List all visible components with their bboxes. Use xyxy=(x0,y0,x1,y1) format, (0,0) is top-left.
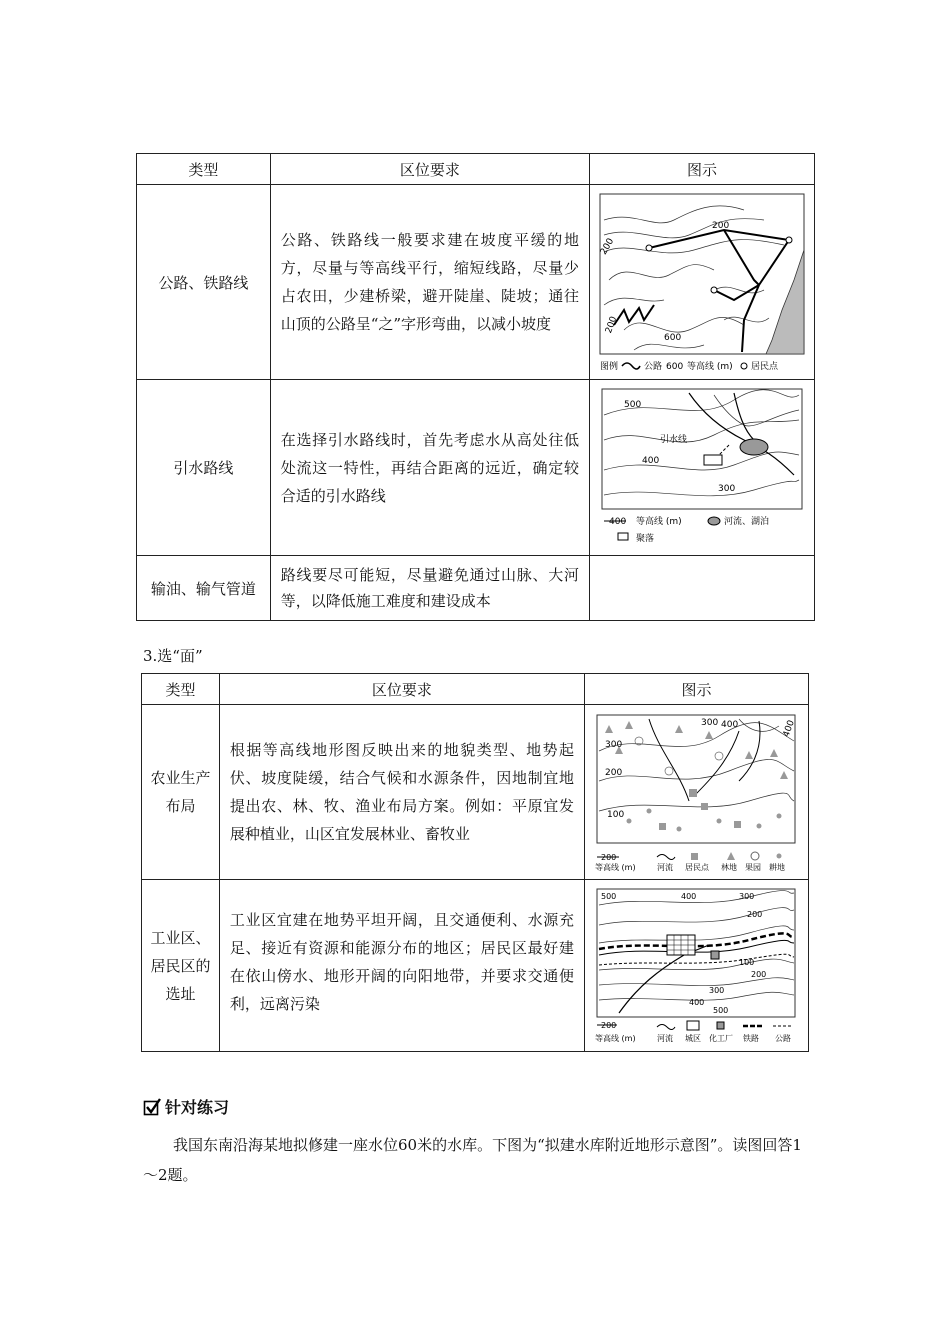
canal-label: 引水线 xyxy=(659,434,687,445)
farmland-legend-icon xyxy=(776,854,781,859)
table-header-row xyxy=(137,154,815,185)
contour-label: 500 xyxy=(623,399,642,410)
legend-river: 河流、湖泊 xyxy=(723,516,769,527)
legend-settlement: 居民点 xyxy=(750,361,778,372)
contour-label: 300 xyxy=(717,483,736,494)
row-type: 公路、铁路线 xyxy=(137,185,271,380)
row-type: 农业生产布局 xyxy=(142,705,220,880)
header-figure: 图示 xyxy=(584,674,808,705)
header-figure: 图示 xyxy=(589,154,814,185)
contour-label: 400 xyxy=(781,719,797,739)
legend-road: 公路 xyxy=(643,361,662,372)
empty-figure-cell xyxy=(589,556,814,621)
row-requirement: 工业区宜建在地势平坦开阔，且交通便利、水源充足、接近有资源和能源分布的地区；居民区最好建在依山傍水、地形开阔的向阳地带，并要求交通便利，远离污染 xyxy=(219,880,584,1052)
legend-railway: 铁路 xyxy=(742,1033,759,1043)
legend-contour: 等高线 (m) xyxy=(594,1033,636,1043)
row-requirement: 根据等高线地形图反映出来的地貌类型、地势起伏、坡度陡缓，结合气候和水源条件，因地制宜地提出农、林、牧、渔业布局方案。例如：平原宜发展种植业，山区宜发展林业、畜牧业 xyxy=(219,705,584,880)
practice-heading xyxy=(143,1095,229,1118)
legend-contour: 等高线 (m) xyxy=(594,863,636,872)
road-legend-icon xyxy=(622,363,640,369)
table-row xyxy=(137,556,815,621)
table-header-row xyxy=(142,674,809,705)
agri-map-cell xyxy=(584,705,808,880)
header-requirement: 区位要求 xyxy=(219,674,584,705)
legend-contour-sample: 200 xyxy=(600,1020,617,1030)
table-row xyxy=(137,185,815,380)
contour-label: 200 xyxy=(711,220,730,231)
header-type: 类型 xyxy=(137,154,271,185)
contour-label: 500 xyxy=(712,1005,729,1015)
legend-settlement: 居民点 xyxy=(684,863,709,872)
contour-label: 200 xyxy=(750,969,767,979)
table-row xyxy=(142,880,809,1052)
contour-label: 300 xyxy=(604,740,623,750)
water-contour-map xyxy=(594,385,809,551)
legend-road: 公路 xyxy=(774,1033,791,1043)
contour-label: 400 xyxy=(641,455,660,466)
settlement-legend-icon xyxy=(691,853,698,860)
legend-label: 图例 xyxy=(599,361,618,372)
practice-heading-text: 针对练习 xyxy=(165,1098,230,1117)
contour-label: 300 xyxy=(700,718,719,728)
contour-label: 400 xyxy=(720,720,739,730)
legend-contour-sample: 600 xyxy=(665,361,684,372)
legend-city: 城区 xyxy=(684,1033,701,1043)
contour-label: 200 xyxy=(604,768,623,778)
practice-intro: 我国东南沿海某地拟修建一座水位60米的水库。下图为“拟建水库附近地形示意图”。读图回答1～2题。 xyxy=(143,1136,802,1184)
section-caption: 3.选“面” xyxy=(143,647,203,665)
contour-label: 400 xyxy=(680,891,697,901)
row-requirement: 路线要尽可能短，尽量避免通过山脉、大河等，以降低施工难度和建设成本 xyxy=(270,556,589,621)
river-legend-icon xyxy=(657,855,675,860)
industry-map-cell xyxy=(584,880,808,1052)
city-legend-icon xyxy=(687,1021,699,1030)
row-requirement: 公路、铁路线一般要求建在坡度平缓的地方，尽量与等高线平行，缩短线路，尽量少占农田，少建桥梁，避开陡崖、陡坡；通往山顶的公路呈“之”字形弯曲，以减小坡度 xyxy=(270,185,589,380)
legend-village: 聚落 xyxy=(635,533,654,544)
contour-label: 500 xyxy=(600,891,617,901)
contour-label: 200 xyxy=(604,314,620,335)
contour-label: 600 xyxy=(663,332,682,343)
contour-label: 100 xyxy=(606,810,625,820)
header-type: 类型 xyxy=(142,674,220,705)
contour-label: 200 xyxy=(598,236,617,257)
legend-contour: 等高线 (m) xyxy=(686,361,733,372)
row-type: 工业区、居民区的选址 xyxy=(142,880,220,1052)
river-legend-icon xyxy=(657,1024,675,1029)
legend-contour-sample: 200 xyxy=(600,853,617,862)
contour-label: 400 xyxy=(688,997,705,1007)
route-table xyxy=(136,153,815,621)
industry-contour-map xyxy=(589,885,803,1047)
legend-contour: 等高线 (m) xyxy=(635,516,682,527)
legend-factory: 化工厂 xyxy=(708,1033,733,1043)
table-row xyxy=(142,705,809,880)
contour-label: 200 xyxy=(746,909,763,919)
lake-legend-icon xyxy=(708,517,720,525)
water-map-cell xyxy=(589,380,814,556)
legend-farmland: 耕地 xyxy=(768,863,785,872)
row-type: 引水路线 xyxy=(137,380,271,556)
road-contour-map xyxy=(594,190,809,375)
road-map-cell xyxy=(589,185,814,380)
row-type: 输油、输气管道 xyxy=(137,556,271,621)
legend-river: 河流 xyxy=(656,863,673,872)
village-legend-icon xyxy=(618,533,628,540)
header-requirement: 区位要求 xyxy=(270,154,589,185)
orchard-legend-icon xyxy=(751,852,759,860)
contour-label: 300 xyxy=(708,985,725,995)
agri-contour-map xyxy=(589,711,803,873)
settlement-legend-icon xyxy=(741,363,747,369)
forest-legend-icon xyxy=(727,852,735,860)
legend-river: 河流 xyxy=(656,1033,673,1043)
row-requirement: 在选择引水路线时，首先考虑水从高处往低处流这一特性，再结合距离的远近，确定较合适的引水路线 xyxy=(270,380,589,556)
factory-legend-icon xyxy=(717,1022,724,1029)
legend-orchard: 果园 xyxy=(744,863,761,872)
area-table xyxy=(141,673,809,1052)
legend-contour-sample: 400 xyxy=(608,516,627,527)
legend-forest: 林地 xyxy=(720,863,737,872)
table-row xyxy=(137,380,815,556)
checkbox-check-icon xyxy=(143,1098,161,1116)
contour-label: 100 xyxy=(738,957,755,967)
contour-label: 300 xyxy=(738,891,755,901)
